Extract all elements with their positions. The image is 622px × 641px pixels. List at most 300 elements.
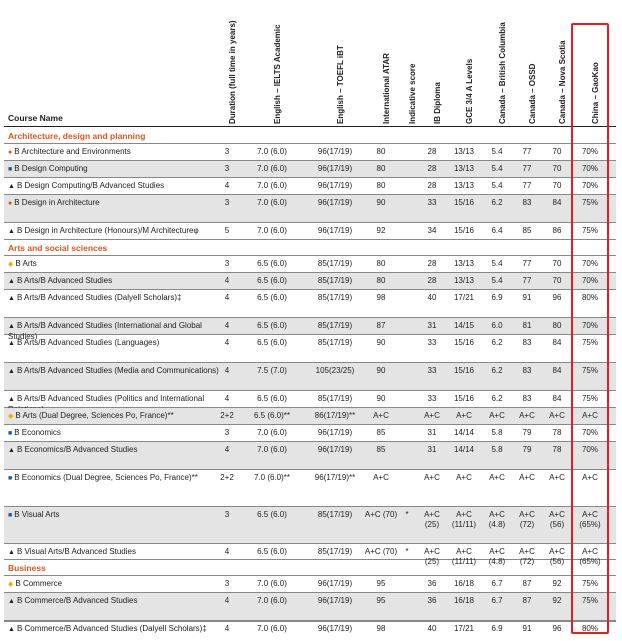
- table-cell: 78: [552, 428, 562, 437]
- table-cell: 28: [427, 181, 437, 190]
- course-name-cell: [8, 259, 220, 270]
- table-cell: 96: [552, 624, 562, 633]
- table-cell: 14/15: [453, 321, 475, 330]
- table-cell: 77: [522, 259, 532, 268]
- square-icon: ■: [8, 475, 13, 482]
- table-cell: 79: [522, 445, 532, 454]
- course-name: B Design in Architecture (Honours)/M Architectureφ: [16, 226, 199, 235]
- table-cell: 6.5 (6.0)**: [253, 411, 291, 420]
- table-cell: 3: [224, 147, 230, 156]
- table-cell: 90: [376, 198, 386, 207]
- table-cell: 85(17/19): [317, 338, 353, 347]
- course-name: B Economics: [14, 428, 61, 437]
- table-cell: 13/13: [453, 164, 475, 173]
- column-header-label: Indicative score: [408, 63, 417, 124]
- table-cell: 83: [522, 394, 532, 403]
- table-row: [4, 273, 616, 290]
- header-divider: [4, 126, 616, 127]
- table-cell: 96(17/19): [317, 226, 353, 235]
- table-cell: 4: [224, 338, 230, 347]
- table-cell: A+C (56): [549, 510, 565, 529]
- table-cell: A+C: [424, 411, 440, 420]
- table-cell: 5.8: [491, 445, 503, 454]
- course-name-cell: [8, 473, 220, 484]
- table-cell: A+C (4.8): [488, 547, 506, 566]
- course-name: B Arts/B Advanced Studies: [16, 276, 113, 285]
- course-name-cell: [8, 338, 220, 349]
- column-header: [223, 4, 239, 124]
- diamond-icon: ◆: [8, 261, 14, 268]
- table-cell: 6.5 (6.0): [257, 321, 287, 330]
- table-cell: 17/21: [453, 293, 475, 302]
- course-name-cell: [8, 147, 220, 158]
- table-row: [4, 318, 616, 341]
- table-cell: 3: [224, 259, 230, 268]
- course-name-cell: [8, 445, 220, 456]
- column-header-label: Canada – Nova Scotia: [558, 40, 567, 124]
- table-cell: 7.0 (6.0): [257, 596, 287, 605]
- course-name: B Arts/B Advanced Studies (Media and Communications): [16, 366, 219, 375]
- table-cell: 13/13: [453, 181, 475, 190]
- table-cell: 16/18: [453, 596, 475, 605]
- table-cell: A+C: [582, 473, 598, 482]
- course-name-cell: [8, 547, 220, 558]
- table-cell: 3: [224, 428, 230, 437]
- table-cell: 96(17/19): [317, 579, 353, 588]
- table-cell: 7.0 (6.0): [257, 579, 287, 588]
- table-cell: A+C: [519, 411, 535, 420]
- table-cell: 31: [427, 445, 437, 454]
- table-cell: 96(17/19): [317, 624, 353, 633]
- course-name: B Arts/B Advanced Studies (International and Global Studies): [8, 321, 202, 341]
- table-cell: 28: [427, 259, 437, 268]
- table-cell: *: [405, 547, 409, 556]
- column-header: [553, 4, 569, 124]
- course-name-cell: [8, 411, 220, 422]
- table-cell: 4: [224, 547, 230, 556]
- table-header: [0, 0, 622, 128]
- diamond-icon: ◆: [8, 413, 14, 420]
- table-cell: 4: [224, 445, 230, 454]
- table-row: [4, 178, 616, 195]
- table-cell: 6.5 (6.0): [257, 293, 287, 302]
- table-cell: 75%: [581, 198, 598, 207]
- table-cell: 40: [427, 624, 437, 633]
- table-cell: 6.9: [491, 624, 503, 633]
- table-cell: 70%: [581, 276, 598, 285]
- table-cell: 6.2: [491, 338, 503, 347]
- table-cell: 75%: [581, 226, 598, 235]
- table-cell: 6.5 (6.0): [257, 259, 287, 268]
- table-cell: 6.4: [491, 226, 503, 235]
- table-cell: 15/16: [453, 366, 475, 375]
- circle-icon: ●: [8, 200, 13, 207]
- table-cell: 91: [522, 293, 532, 302]
- course-name-cell: [8, 293, 220, 304]
- table-cell: 70: [552, 181, 562, 190]
- table-cell: A+C (11/11): [451, 510, 477, 529]
- table-cell: 6.5 (6.0): [257, 510, 287, 519]
- table-cell: 84: [552, 394, 562, 403]
- table-cell: 84: [552, 338, 562, 347]
- column-header-label: GCE 3/4 A Levels: [465, 58, 474, 124]
- table-cell: 96(17/19)**: [314, 473, 356, 482]
- table-cell: 70%: [581, 428, 598, 437]
- table-cell: 96(17/19): [317, 181, 353, 190]
- table-cell: 4: [224, 321, 230, 330]
- table-cell: 3: [224, 510, 230, 519]
- table-cell: A+C (72): [519, 510, 535, 529]
- table-cell: 7.0 (6.0): [257, 164, 287, 173]
- table-cell: 75%: [581, 338, 598, 347]
- table-cell: 6.0: [491, 321, 503, 330]
- table-cell: 75%: [581, 596, 598, 605]
- table-row: [4, 195, 616, 223]
- table-cell: 84: [552, 366, 562, 375]
- course-name-cell: [8, 579, 220, 590]
- course-name: B Design Computing/B Advanced Studies: [16, 181, 165, 190]
- course-name: B Visual Arts: [14, 510, 60, 519]
- triangle-icon: ▲: [8, 368, 15, 375]
- triangle-icon: ▲: [8, 278, 15, 285]
- column-header-label: Canada – OSSD: [528, 63, 537, 124]
- table-cell: 98: [376, 293, 386, 302]
- table-cell: 96(17/19): [317, 164, 353, 173]
- course-name-cell: [8, 181, 220, 192]
- column-header: [493, 4, 509, 124]
- square-icon: ■: [8, 512, 13, 519]
- table-cell: 79: [522, 428, 532, 437]
- table-row: [4, 621, 616, 633]
- table-cell: 5.4: [491, 164, 503, 173]
- diamond-icon: ◆: [8, 581, 14, 588]
- course-table-body: [4, 128, 616, 633]
- course-name-cell: [8, 624, 220, 635]
- table-cell: 70: [552, 147, 562, 156]
- table-cell: 5.4: [491, 259, 503, 268]
- table-row: [4, 363, 616, 391]
- course-name-cell: [8, 510, 220, 521]
- table-cell: 6.2: [491, 394, 503, 403]
- section-header: Arts and social sciences: [4, 240, 616, 256]
- table-cell: 33: [427, 366, 437, 375]
- course-name: B Arts (Dual Degree, Sciences Po, France)**: [15, 411, 174, 420]
- table-cell: 15/16: [453, 198, 475, 207]
- course-name: B Commerce: [15, 579, 63, 588]
- course-name-cell: [8, 226, 220, 237]
- table-cell: 6.2: [491, 198, 503, 207]
- table-cell: 80: [376, 276, 386, 285]
- table-row: [4, 256, 616, 273]
- table-cell: 6.5 (6.0): [257, 338, 287, 347]
- table-cell: A+C (72): [519, 547, 535, 566]
- table-cell: 3: [224, 198, 230, 207]
- column-header-label: China – GaoKao: [591, 62, 600, 124]
- table-cell: A+C: [456, 473, 472, 482]
- table-cell: 15/16: [453, 394, 475, 403]
- table-cell: A+C (70): [364, 547, 398, 556]
- table-cell: 85(17/19): [317, 321, 353, 330]
- table-cell: 7.0 (6.0): [257, 198, 287, 207]
- table-cell: 83: [522, 366, 532, 375]
- table-cell: A+C (56): [549, 547, 565, 566]
- table-cell: 13/13: [453, 147, 475, 156]
- course-name: B Economics (Dual Degree, Sciences Po, France)**: [14, 473, 198, 482]
- table-cell: 75%: [581, 394, 598, 403]
- table-cell: 7.5 (7.0): [257, 366, 287, 375]
- table-cell: A+C: [519, 473, 535, 482]
- table-cell: 92: [552, 579, 562, 588]
- table-cell: 83: [522, 198, 532, 207]
- table-cell: A+C (70): [364, 510, 398, 519]
- course-name-header: Course Name: [8, 113, 63, 123]
- table-cell: 96(17/19): [317, 147, 353, 156]
- table-cell: 5: [224, 226, 230, 235]
- table-cell: 84: [552, 198, 562, 207]
- course-name: B Economics/B Advanced Studies: [16, 445, 138, 454]
- table-cell: 81: [522, 321, 532, 330]
- table-row: [4, 223, 616, 240]
- square-icon: ■: [8, 430, 13, 437]
- table-cell: 96(17/19): [317, 596, 353, 605]
- table-cell: 2+2: [220, 411, 234, 420]
- table-cell: 5.4: [491, 147, 503, 156]
- table-cell: 70%: [581, 445, 598, 454]
- course-name: B Design in Architecture: [14, 198, 100, 207]
- table-cell: 14/14: [453, 428, 475, 437]
- column-header: [377, 4, 393, 124]
- table-row: [4, 144, 616, 161]
- column-header: [403, 4, 419, 124]
- table-cell: 70: [552, 164, 562, 173]
- table-cell: 96(17/19): [317, 445, 353, 454]
- column-header-label: International ATAR: [382, 53, 391, 124]
- table-cell: 85: [376, 428, 386, 437]
- table-cell: 17/21: [453, 624, 475, 633]
- table-cell: A+C: [582, 411, 598, 420]
- course-name: B Commerce/B Advanced Studies: [16, 596, 138, 605]
- table-cell: 5.8: [491, 428, 503, 437]
- column-header: [331, 4, 347, 124]
- table-cell: 4: [224, 276, 230, 285]
- triangle-icon: ▲: [8, 626, 15, 633]
- table-cell: 7.0 (6.0): [257, 445, 287, 454]
- table-cell: 77: [522, 181, 532, 190]
- table-cell: 80%: [581, 624, 598, 633]
- table-cell: 85(17/19): [317, 259, 353, 268]
- table-cell: 96(17/19): [317, 198, 353, 207]
- table-cell: 96(17/19): [317, 428, 353, 437]
- table-cell: 4: [224, 394, 230, 403]
- table-cell: 34: [427, 226, 437, 235]
- table-row: [4, 408, 616, 425]
- course-name: B Design Computing: [14, 164, 88, 173]
- table-cell: 6.5 (6.0): [257, 547, 287, 556]
- column-header: [460, 4, 476, 124]
- table-row: [4, 442, 616, 470]
- table-cell: A+C: [489, 411, 505, 420]
- table-cell: 87: [376, 321, 386, 330]
- table-cell: 7.0 (6.0): [257, 147, 287, 156]
- table-cell: 28: [427, 276, 437, 285]
- table-cell: 96: [552, 293, 562, 302]
- table-cell: 4: [224, 366, 230, 375]
- table-cell: 70%: [581, 259, 598, 268]
- table-cell: 87: [522, 596, 532, 605]
- table-row: [4, 391, 616, 408]
- column-header: [586, 4, 602, 124]
- course-name-cell: [8, 276, 220, 287]
- table-cell: 33: [427, 394, 437, 403]
- table-cell: 4: [224, 293, 230, 302]
- table-cell: 7.0 (6.0)**: [253, 473, 291, 482]
- column-header: [268, 4, 284, 124]
- course-name: B Arts/B Advanced Studies (Dalyell Scholars)‡: [16, 293, 182, 302]
- table-row: [4, 593, 616, 621]
- table-cell: 77: [522, 164, 532, 173]
- table-cell: 3: [224, 164, 230, 173]
- table-cell: 95: [376, 579, 386, 588]
- table-cell: 90: [376, 366, 386, 375]
- table-cell: A+C (25): [424, 547, 440, 566]
- course-name: B Arts/B Advanced Studies (Languages): [16, 338, 160, 347]
- table-cell: 85: [376, 445, 386, 454]
- column-header-label: English – IELTS Academic: [273, 24, 282, 124]
- table-cell: 87: [522, 579, 532, 588]
- column-header-label: IB Diploma: [433, 82, 442, 124]
- triangle-icon: ▲: [8, 598, 15, 605]
- table-cell: 5.4: [491, 181, 503, 190]
- course-name-cell: [8, 164, 220, 175]
- triangle-icon: ▲: [8, 447, 15, 454]
- table-cell: 6.7: [491, 579, 503, 588]
- table-cell: 36: [427, 596, 437, 605]
- square-icon: ■: [8, 166, 13, 173]
- table-cell: 7.0 (6.0): [257, 181, 287, 190]
- table-cell: 78: [552, 445, 562, 454]
- table-cell: 70: [552, 259, 562, 268]
- table-cell: 91: [522, 624, 532, 633]
- table-cell: 80%: [581, 293, 598, 302]
- table-cell: 3: [224, 579, 230, 588]
- triangle-icon: ▲: [8, 295, 15, 302]
- section-header: Business: [4, 560, 616, 576]
- table-cell: A+C: [549, 411, 565, 420]
- course-name: B Commerce/B Advanced Studies (Dalyell Scholars)‡: [16, 624, 207, 633]
- table-cell: 105(23/25): [315, 366, 355, 375]
- triangle-icon: ▲: [8, 183, 15, 190]
- table-cell: 77: [522, 276, 532, 285]
- table-cell: 92: [552, 596, 562, 605]
- table-cell: 7.0 (6.0): [257, 624, 287, 633]
- course-name-cell: [8, 428, 220, 439]
- table-cell: 90: [376, 338, 386, 347]
- table-cell: 7.0 (6.0): [257, 226, 287, 235]
- table-cell: 70%: [581, 147, 598, 156]
- section-header: Architecture, design and planning: [4, 128, 616, 144]
- table-cell: 31: [427, 321, 437, 330]
- table-cell: 98: [376, 624, 386, 633]
- table-cell: 28: [427, 147, 437, 156]
- table-cell: A+C (65%): [579, 547, 601, 566]
- table-cell: 33: [427, 338, 437, 347]
- table-cell: 75%: [581, 579, 598, 588]
- table-cell: A+C (11/11): [451, 547, 477, 566]
- table-cell: 95: [376, 596, 386, 605]
- table-cell: 70%: [581, 164, 598, 173]
- table-row: [4, 576, 616, 593]
- table-cell: 36: [427, 579, 437, 588]
- table-cell: 31: [427, 428, 437, 437]
- course-name: B Architecture and Environments: [14, 147, 131, 156]
- course-name: B Arts: [15, 259, 37, 268]
- table-cell: 16/18: [453, 579, 475, 588]
- table-cell: 6.5 (6.0): [257, 276, 287, 285]
- table-cell: A+C (65%): [579, 510, 601, 529]
- triangle-icon: ▲: [8, 323, 15, 330]
- column-header-label: English – TOEFL iBT: [336, 45, 345, 124]
- table-cell: 80: [552, 321, 562, 330]
- table-cell: 4: [224, 181, 230, 190]
- triangle-icon: ▲: [8, 549, 15, 556]
- table-cell: 13/13: [453, 259, 475, 268]
- course-name: B Visual Arts/B Advanced Studies: [16, 547, 136, 556]
- table-row: [4, 335, 616, 363]
- table-cell: 90: [376, 394, 386, 403]
- table-cell: 7.0 (6.0): [257, 428, 287, 437]
- circle-icon: ●: [8, 149, 13, 156]
- course-name-cell: [8, 596, 220, 607]
- table-row: [4, 470, 616, 507]
- table-cell: A+C (25): [424, 510, 440, 529]
- table-cell: 85(17/19): [317, 293, 353, 302]
- table-cell: 80: [376, 259, 386, 268]
- table-cell: 6.2: [491, 366, 503, 375]
- table-cell: 85(17/19): [317, 547, 353, 556]
- table-cell: 77: [522, 147, 532, 156]
- table-cell: A+C: [549, 473, 565, 482]
- triangle-icon: ▲: [8, 396, 15, 403]
- triangle-icon: ▲: [8, 228, 15, 235]
- table-cell: A+C: [373, 411, 389, 420]
- table-cell: 6.5 (6.0): [257, 394, 287, 403]
- table-cell: 70%: [581, 321, 598, 330]
- table-cell: 15/16: [453, 338, 475, 347]
- table-cell: 70%: [581, 181, 598, 190]
- table-cell: A+C: [456, 411, 472, 420]
- course-name: B Arts/B Advanced Studies (Politics and International: [16, 394, 205, 403]
- table-cell: 15/16: [453, 226, 475, 235]
- table-cell: A+C: [373, 473, 389, 482]
- table-cell: A+C (4.8): [488, 510, 506, 529]
- table-cell: 83: [522, 338, 532, 347]
- table-cell: 4: [224, 596, 230, 605]
- table-cell: 28: [427, 164, 437, 173]
- column-header: [523, 4, 539, 124]
- table-cell: 92: [376, 226, 386, 235]
- column-header-label: Duration (full time in years): [228, 20, 237, 124]
- table-cell: 4: [224, 624, 230, 633]
- table-cell: 6.9: [491, 293, 503, 302]
- table-row: [4, 507, 616, 544]
- table-cell: 13/13: [453, 276, 475, 285]
- table-cell: 33: [427, 198, 437, 207]
- table-cell: 40: [427, 293, 437, 302]
- table-cell: 14/14: [453, 445, 475, 454]
- table-cell: 6.7: [491, 596, 503, 605]
- table-row: [4, 290, 616, 318]
- table-cell: 2+2: [220, 473, 234, 482]
